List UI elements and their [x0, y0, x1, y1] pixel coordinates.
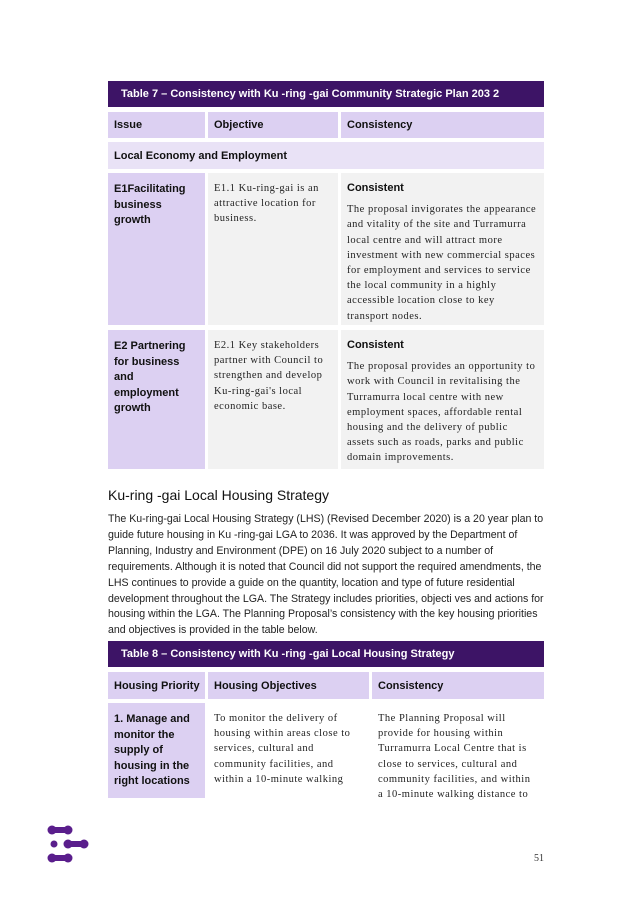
- consistency-text: The proposal provides an opportunity to work with Council in revitalising the Turramurra local centre with new employment spaces, affordable rental housing and the delivery of public assets such as roads, parks and public domain improvements.: [347, 361, 536, 464]
- table-7-header-consistency: Consistency: [341, 112, 544, 138]
- table-7-row-1-issue: E1Facilitating business growth: [108, 173, 205, 325]
- table-8-header-objectives: Housing Objectives: [208, 672, 369, 699]
- table-7-row-1-objective: E1.1 Ku-ring-gai is an attractive location for business.: [208, 173, 338, 325]
- section-heading: Ku-ring -gai Local Housing Strategy: [108, 487, 330, 503]
- table-7-header-objective: Objective: [208, 112, 338, 138]
- table-7-row-2-issue: E2 Partnering for business and employment growth: [108, 330, 205, 469]
- consistent-label: Consistent: [347, 339, 404, 351]
- table-8-title: [108, 641, 544, 667]
- logo-mark-icon: [46, 824, 90, 864]
- table-8-row-1-objectives: To monitor the delivery of housing within areas close to services, cultural and community facilities, and within a 10-minute walking: [208, 703, 369, 798]
- table-8-title-text: Table 8 – Consistency with Ku -ring -gai Local Housing Strategy: [121, 648, 455, 660]
- organisation-logo-icon: [46, 824, 90, 864]
- page-number: 51: [534, 853, 544, 864]
- table-8-row-1-consistency: The Planning Proposal will provide for housing within Turramurra Local Centre that is close to services, cultural and community facilities, and within a 10-minute walking distance to: [372, 703, 544, 798]
- table-7-row-2-objective: E2.1 Key stakeholders partner with Council to strengthen and develop Ku-ring-gai's local economic base.: [208, 330, 338, 469]
- table-7-title-text: Table 7 – Consistency with Ku -ring -gai Community Strategic Plan 203 2: [121, 88, 500, 100]
- consistency-text: The proposal invigorates the appearance and vitality of the site and Turramurra local centre and will attract more investment with new commercial spaces for employment and services to service the local community in a highly accessible location close to key transport nodes.: [347, 204, 537, 322]
- table-7-row-1-consistency: [341, 173, 544, 325]
- table-7-row-2-consistency: [341, 330, 544, 469]
- consistent-label: Consistent: [347, 182, 404, 194]
- body-paragraph: The Ku-ring-gai Local Housing Strategy (LHS) (Revised December 2020) is a 20 year plan to guide future housing in Ku -ring-gai LGA to 2036. It was approved by the Department of Planning, Industry and Environment (DPE) on 16 July 2020 subject to a number of requirements. Although it is noted that Council did not support the required amendments, the LHS continues to provide a guide on the quantity, location and type of future residential development throughout the LGA. The Strategy includes priorities, objecti ves and actions for housing within the LGA. The Planning Proposal’s consistency with the key housing priorities and objectives is provided in the table below.: [108, 513, 544, 637]
- table-8-row-1-priority: 1. Manage and monitor the supply of housing in the right locations: [108, 703, 205, 798]
- table-7-section-row: Local Economy and Employment: [108, 142, 544, 169]
- table-7-title: [108, 81, 544, 107]
- table-8-header-priority: Housing Priority: [108, 672, 205, 699]
- table-7-header-issue: Issue: [108, 112, 205, 138]
- table-8-header-consistency: Consistency: [372, 672, 544, 699]
